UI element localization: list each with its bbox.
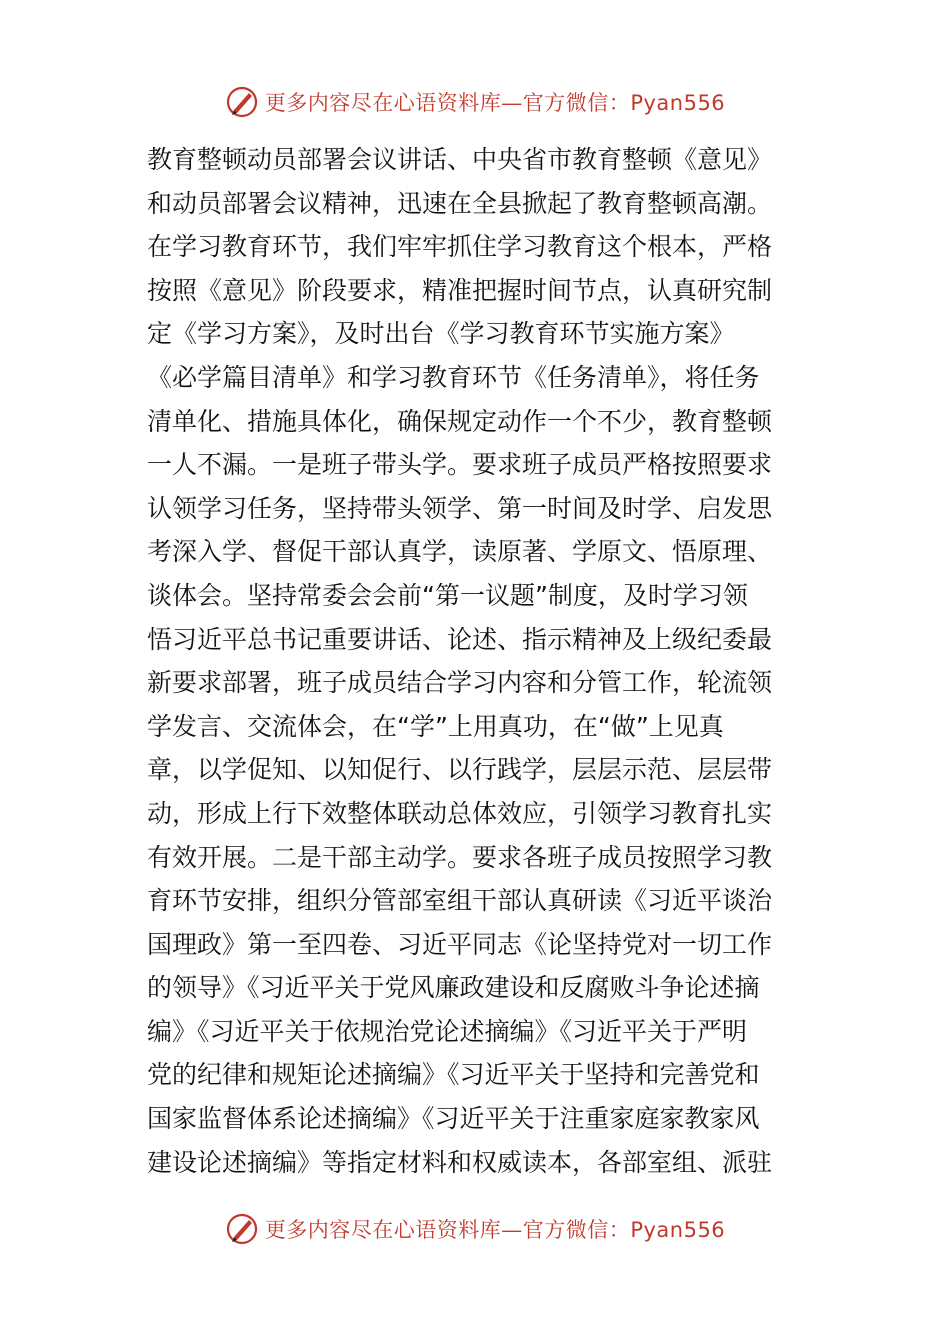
watermark-id: Pyan556 (630, 91, 726, 115)
text-line: 定《学习方案》，及时出台《学习教育环节实施方案》 (147, 319, 735, 349)
text-line: 教育整顿动员部署会议讲话、中央省市教育整顿《意见》 (147, 145, 773, 174)
text-line: 清单化、措施具体化，确保规定动作一个不少，教育整顿 (147, 406, 773, 436)
text-line: 建设论述摘编》等指定材料和权威读本，各部室组、派驻 (147, 1147, 773, 1177)
watermark-text: 更多内容尽在心语资料库—官方微信：Pyan556 (264, 91, 726, 115)
text-line: 的领导》《习近平关于党风廉政建设和反腐败斗争论述摘 (147, 973, 760, 1003)
text-line: 考深入学、督促干部认真学，读原著、学原文、悟原理、 (147, 537, 773, 567)
text-line: 认领学习任务，坚持带头领学、第一时间及时学、启发思 (147, 493, 773, 523)
text-line: 编》《习近平关于依规治党论述摘编》《习近平关于严明 (147, 1016, 748, 1046)
text-line: 国家监督体系论述摘编》《习近平关于注重家庭家教家风 (147, 1104, 760, 1134)
text-line: 动，形成上行下效整体联动总体效应，引领学习教育扎实 (147, 798, 773, 828)
text-line: 新要求部署，班子成员结合学习内容和分管工作，轮流领 (147, 668, 773, 698)
text-line: 谈体会。坚持常委会会前“第一议题”制度，及时学习领 (147, 580, 748, 610)
text-line: 有效开展。二是干部主动学。要求各班子成员按照学习教 (147, 842, 773, 872)
text-line: 国理政》第一至四卷、习近平同志《论坚持党对一切工作 (147, 929, 773, 959)
text-line: 和动员部署会议精神，迅速在全县掀起了教育整顿高潮。 (147, 188, 773, 218)
watermark-footer (0, 1209, 950, 1249)
text-line: 按照《意见》阶段要求，精准把握时间节点，认真研究制 (147, 275, 773, 305)
pen-logo-icon (225, 1212, 259, 1246)
text-line: 学发言、交流体会，在“学”上用真功，在“做”上见真 (147, 711, 724, 741)
text-line: 悟习近平总书记重要讲话、论述、指示精神及上级纪委最 (147, 624, 773, 654)
watermark-header (0, 82, 950, 122)
body-text (147, 138, 797, 1184)
text-line: 一人不漏。一是班子带头学。要求班子成员严格按照要求 (147, 450, 773, 480)
pen-logo-icon (225, 85, 259, 119)
watermark-id: Pyan556 (630, 1218, 726, 1242)
text-line: 在学习教育环节，我们牢牢抓住学习教育这个根本，严格 (147, 232, 773, 262)
text-line: 党的纪律和规矩论述摘编》《习近平关于坚持和完善党和 (147, 1060, 760, 1090)
text-line: 《必学篇目清单》和学习教育环节《任务清单》，将任务 (147, 362, 760, 392)
text-line: 育环节安排，组织分管部室组干部认真研读《习近平谈治 (147, 886, 773, 916)
watermark-text: 更多内容尽在心语资料库—官方微信：Pyan556 (264, 1218, 726, 1242)
text-line: 章，以学促知、以知促行、以行践学，层层示范、层层带 (147, 755, 773, 785)
